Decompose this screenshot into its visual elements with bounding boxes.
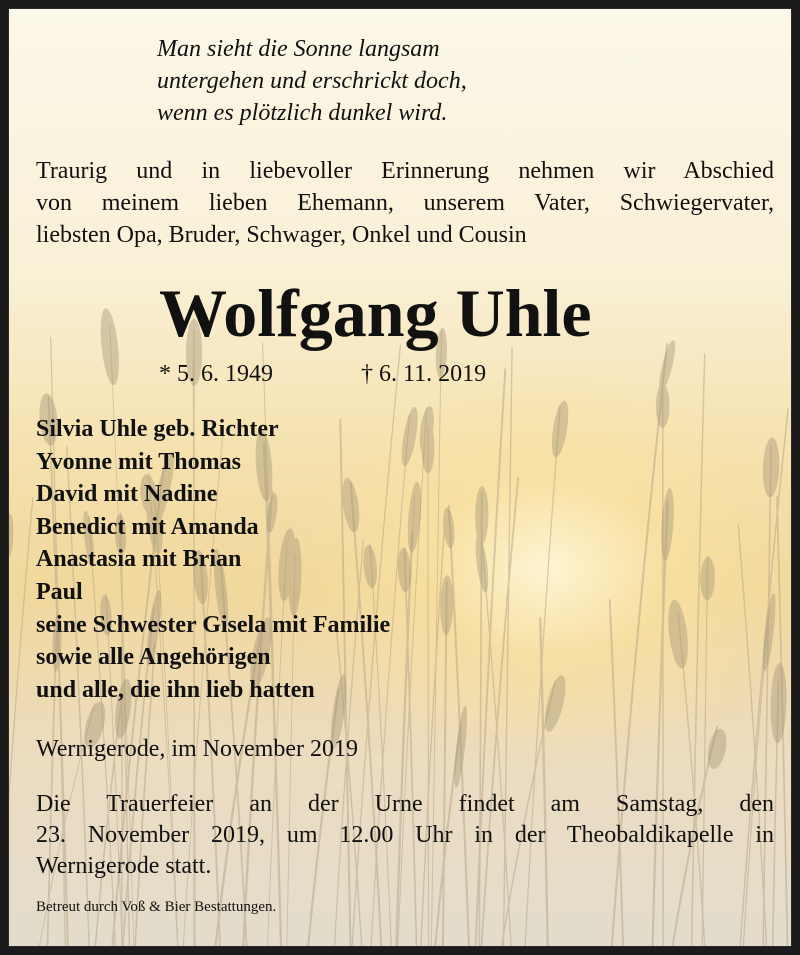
mourner-entry: und alle, die ihn lieb hatten	[36, 676, 315, 703]
intro-line: Traurig und in liebevoller Erinnerung nehmen wir Abschied	[36, 158, 774, 184]
intro-line: liebsten Opa, Bruder, Schwager, Onkel und Cousin	[36, 222, 527, 248]
mourner-entry: Anastasia mit Brian	[36, 546, 242, 573]
birth-date: * 5. 6. 1949	[159, 361, 273, 387]
intro-paragraph	[36, 155, 774, 251]
motto-line: wenn es plötzlich dunkel wird.	[157, 100, 448, 126]
mourner-entry: David mit Nadine	[36, 481, 218, 508]
ceremony-line: 23. November 2019, um 12.00 Uhr in der Theobaldikapelle in	[36, 822, 774, 848]
mourner-entry: Benedict mit Amanda	[36, 513, 259, 540]
intro-line: von meinem lieben Ehemann, unserem Vater, Schwiegervater,	[36, 190, 774, 216]
mourner-entry: seine Schwester Gisela mit Familie	[36, 611, 391, 638]
place-and-date: Wernigerode, im November 2019	[36, 736, 358, 762]
mourner-entry: Yvonne mit Thomas	[36, 448, 241, 475]
mourner-entry: Paul	[36, 578, 83, 605]
obituary-notice	[8, 8, 792, 947]
motto-line: untergehen und erschrickt doch,	[157, 68, 467, 94]
deceased-name: Wolfgang Uhle	[159, 275, 592, 351]
motto-line: Man sieht die Sonne langsam	[157, 36, 440, 62]
notice-content	[9, 9, 792, 947]
ceremony-paragraph	[36, 789, 774, 882]
death-date: † 6. 11. 2019	[361, 361, 487, 387]
undertaker-credit: Betreut durch Voß & Bier Bestattungen.	[36, 899, 277, 915]
ceremony-line: Die Trauerfeier an der Urne findet am Samstag, den	[36, 791, 774, 817]
ceremony-line: Wernigerode statt.	[36, 853, 212, 879]
motto-verse	[157, 33, 467, 129]
mourner-entry: Silvia Uhle geb. Richter	[36, 416, 279, 442]
mourner-entry: sowie alle Angehörigen	[36, 644, 271, 671]
mourners-list	[36, 413, 390, 706]
